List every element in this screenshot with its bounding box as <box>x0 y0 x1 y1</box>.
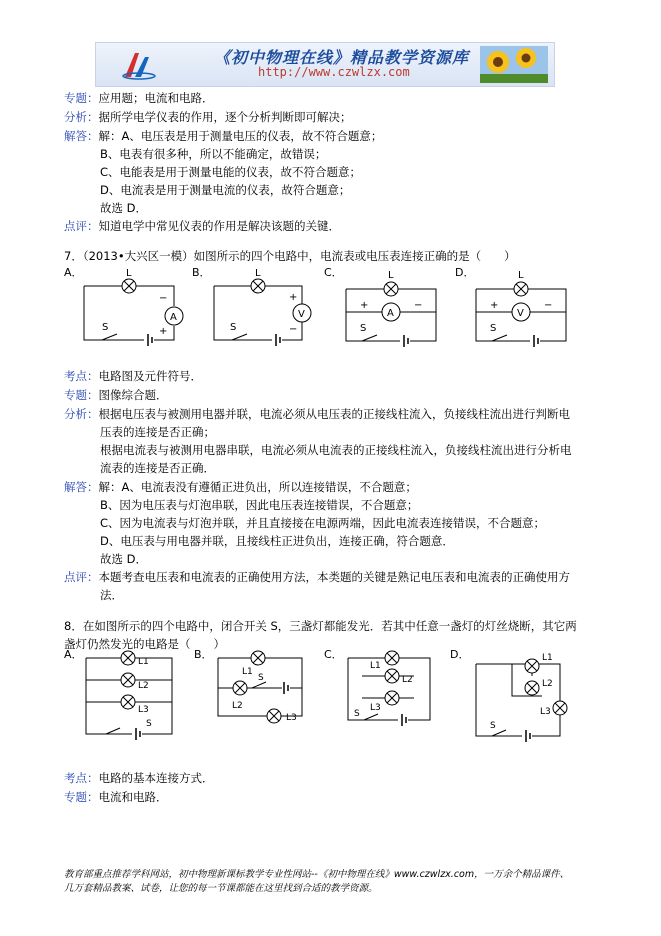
svg-text:−: − <box>289 324 298 335</box>
q6-comment: 点评：知道电学中常见仪表的作用是解决该题的关键． <box>64 219 340 233</box>
svg-text:A: A <box>170 312 177 323</box>
q6-answer-d: D、电流表是用于测量电流的仪表，故符合题意； <box>100 183 351 197</box>
q8-circuit-c-labels <box>354 661 413 719</box>
q7-answer-d: D、电压表与用电器并联，且接线柱正进负出，连接正确，符合题意． <box>100 534 454 548</box>
q8-option-a: A． <box>64 648 83 661</box>
svg-text:−: − <box>159 293 168 304</box>
q7-option-d: D． <box>455 266 475 279</box>
svg-text:L3: L3 <box>540 707 551 717</box>
q7-circuit-c-labels <box>360 270 422 334</box>
q8-stem: 8．在如图所示的四个电路中，闭合开关 S，三盏灯都能发光．若其中任意一盏灯的灯丝烧断，其它两 <box>64 619 577 633</box>
svg-text:S: S <box>102 322 109 333</box>
q7-analysis-4: 流表的连接是否正确． <box>100 461 215 475</box>
svg-text:L3: L3 <box>138 705 149 715</box>
q8-circuit-a-labels <box>138 657 152 729</box>
svg-text:L3: L3 <box>370 703 381 713</box>
svg-text:L: L <box>518 270 524 281</box>
q7-answer: 解答：解：A、电流表没有遵循正进负出，所以连接错误，不合题意； <box>64 480 417 494</box>
q8-point: 考点：电路的基本连接方式． <box>64 771 214 785</box>
q8-circuit-c <box>348 651 430 726</box>
q8-option-d: D． <box>450 648 470 661</box>
svg-text:+: + <box>159 326 168 337</box>
q7-circuit-figures <box>62 264 602 356</box>
q8-circuit-a <box>86 651 172 740</box>
svg-text:S: S <box>354 709 360 719</box>
q6-answer: 解答：解：A、电压表是用于测量电压的仪表，故不符合题意； <box>64 129 383 143</box>
q8-stem-2: 盏灯仍然发光的电路是（ ） <box>64 637 225 651</box>
svg-text:−: − <box>414 300 423 311</box>
q7-comment: 点评：本题考查电压表和电流表的正确使用方法，本类题的关键是熟记电压表和电流表的正确使用方 <box>64 570 570 584</box>
q7-circuit-a <box>84 279 183 346</box>
q8-circuit-d-labels <box>490 653 553 731</box>
svg-text:−: − <box>544 300 553 311</box>
header-banner <box>95 42 555 87</box>
svg-text:S: S <box>490 323 497 334</box>
svg-text:L1: L1 <box>138 657 149 667</box>
q7-topic: 专题：图像综合题． <box>64 388 168 402</box>
q8-circuit-figures <box>62 646 602 742</box>
banner-url[interactable]: http://www.czwlzx.com <box>258 65 410 79</box>
svg-text:L2: L2 <box>402 675 413 685</box>
svg-text:S: S <box>258 673 264 683</box>
q6-answer-choice: 故选 D． <box>100 201 148 215</box>
svg-text:L2: L2 <box>542 679 553 689</box>
svg-text:S: S <box>490 721 496 731</box>
svg-text:L: L <box>126 268 132 279</box>
svg-text:+: + <box>360 300 369 311</box>
q7-comment-2: 法． <box>100 588 123 602</box>
svg-text:L2: L2 <box>232 701 243 711</box>
q7-stem: 7．（2013•大兴区一模）如图所示的四个电路中，电流表或电压表连接正确的是（ ） <box>64 249 516 263</box>
q6-topic: 专题：应用题；电流和电路． <box>64 91 214 105</box>
q8-option-b: B． <box>194 648 213 661</box>
site-logo-icon <box>121 49 157 81</box>
q6-answer-c: C、电能表是用于测量电能的仪表，故不符合题意； <box>100 165 362 179</box>
q7-option-c: C． <box>324 266 343 279</box>
q8-option-c: C． <box>324 648 343 661</box>
footer-line-1: 教育部重点推荐学科网站，初中物理新课标教学专业性网站--《初中物理在线》www.czwlzx.com，一万余个精品课件、 <box>64 869 570 880</box>
svg-text:L2: L2 <box>138 681 149 691</box>
svg-text:A: A <box>387 308 394 319</box>
banner-title: 《初中物理在线》精品教学资源库 <box>214 48 470 67</box>
svg-text:V: V <box>517 308 524 319</box>
q6-answer-b: B、电表有很多种，所以不能确定，故错误； <box>100 147 327 161</box>
svg-text:V: V <box>298 309 305 320</box>
q7-circuit-b-labels <box>230 268 305 335</box>
q6-analysis: 分析：据所学电学仪表的作用，逐个分析判断即可解决； <box>64 110 352 124</box>
q7-answer-b: B、因为电压表与灯泡串联，因此电压表连接错误，不合题意； <box>100 498 419 512</box>
svg-text:L3: L3 <box>286 713 297 723</box>
q7-answer-choice: 故选 D． <box>100 552 148 566</box>
svg-text:L1: L1 <box>542 653 553 663</box>
q7-option-b: B． <box>192 266 211 279</box>
q7-circuit-a-labels <box>102 268 177 337</box>
svg-text:S: S <box>230 322 237 333</box>
footer-line-2: 几万套精品教案、试卷，让您的每一节课都能在这里找到合适的教学资源。 <box>64 883 378 894</box>
svg-text:S: S <box>146 719 152 729</box>
q7-analysis: 分析：根据电压表与被测用电器并联，电流必须从电压表的正接线柱流入，负接线柱流出进行判断电 <box>64 407 570 421</box>
svg-text:L: L <box>255 268 261 279</box>
svg-text:+: + <box>490 300 499 311</box>
svg-text:S: S <box>360 323 367 334</box>
svg-text:L1: L1 <box>242 667 253 677</box>
q7-circuit-b <box>214 279 311 346</box>
svg-text:L1: L1 <box>370 661 381 671</box>
q7-option-a: A． <box>64 266 83 279</box>
q7-point: 考点：电路图及元件符号． <box>64 369 202 383</box>
q7-analysis-3: 根据电流表与被测用电器串联，电流必须从电流表的正接线柱流入，负接线柱流出进行分析电 <box>100 443 572 457</box>
q7-answer-c: C、因为电流表与灯泡并联，并且直接接在电源两端，因此电流表连接错误，不合题意； <box>100 516 546 530</box>
q8-topic: 专题：电流和电路． <box>64 790 168 804</box>
svg-text:L: L <box>388 270 394 281</box>
q7-circuit-d-labels <box>490 270 552 334</box>
svg-text:+: + <box>289 292 298 303</box>
q7-analysis-2: 压表的连接是否正确； <box>100 425 215 439</box>
sunflower-icon <box>480 46 548 83</box>
